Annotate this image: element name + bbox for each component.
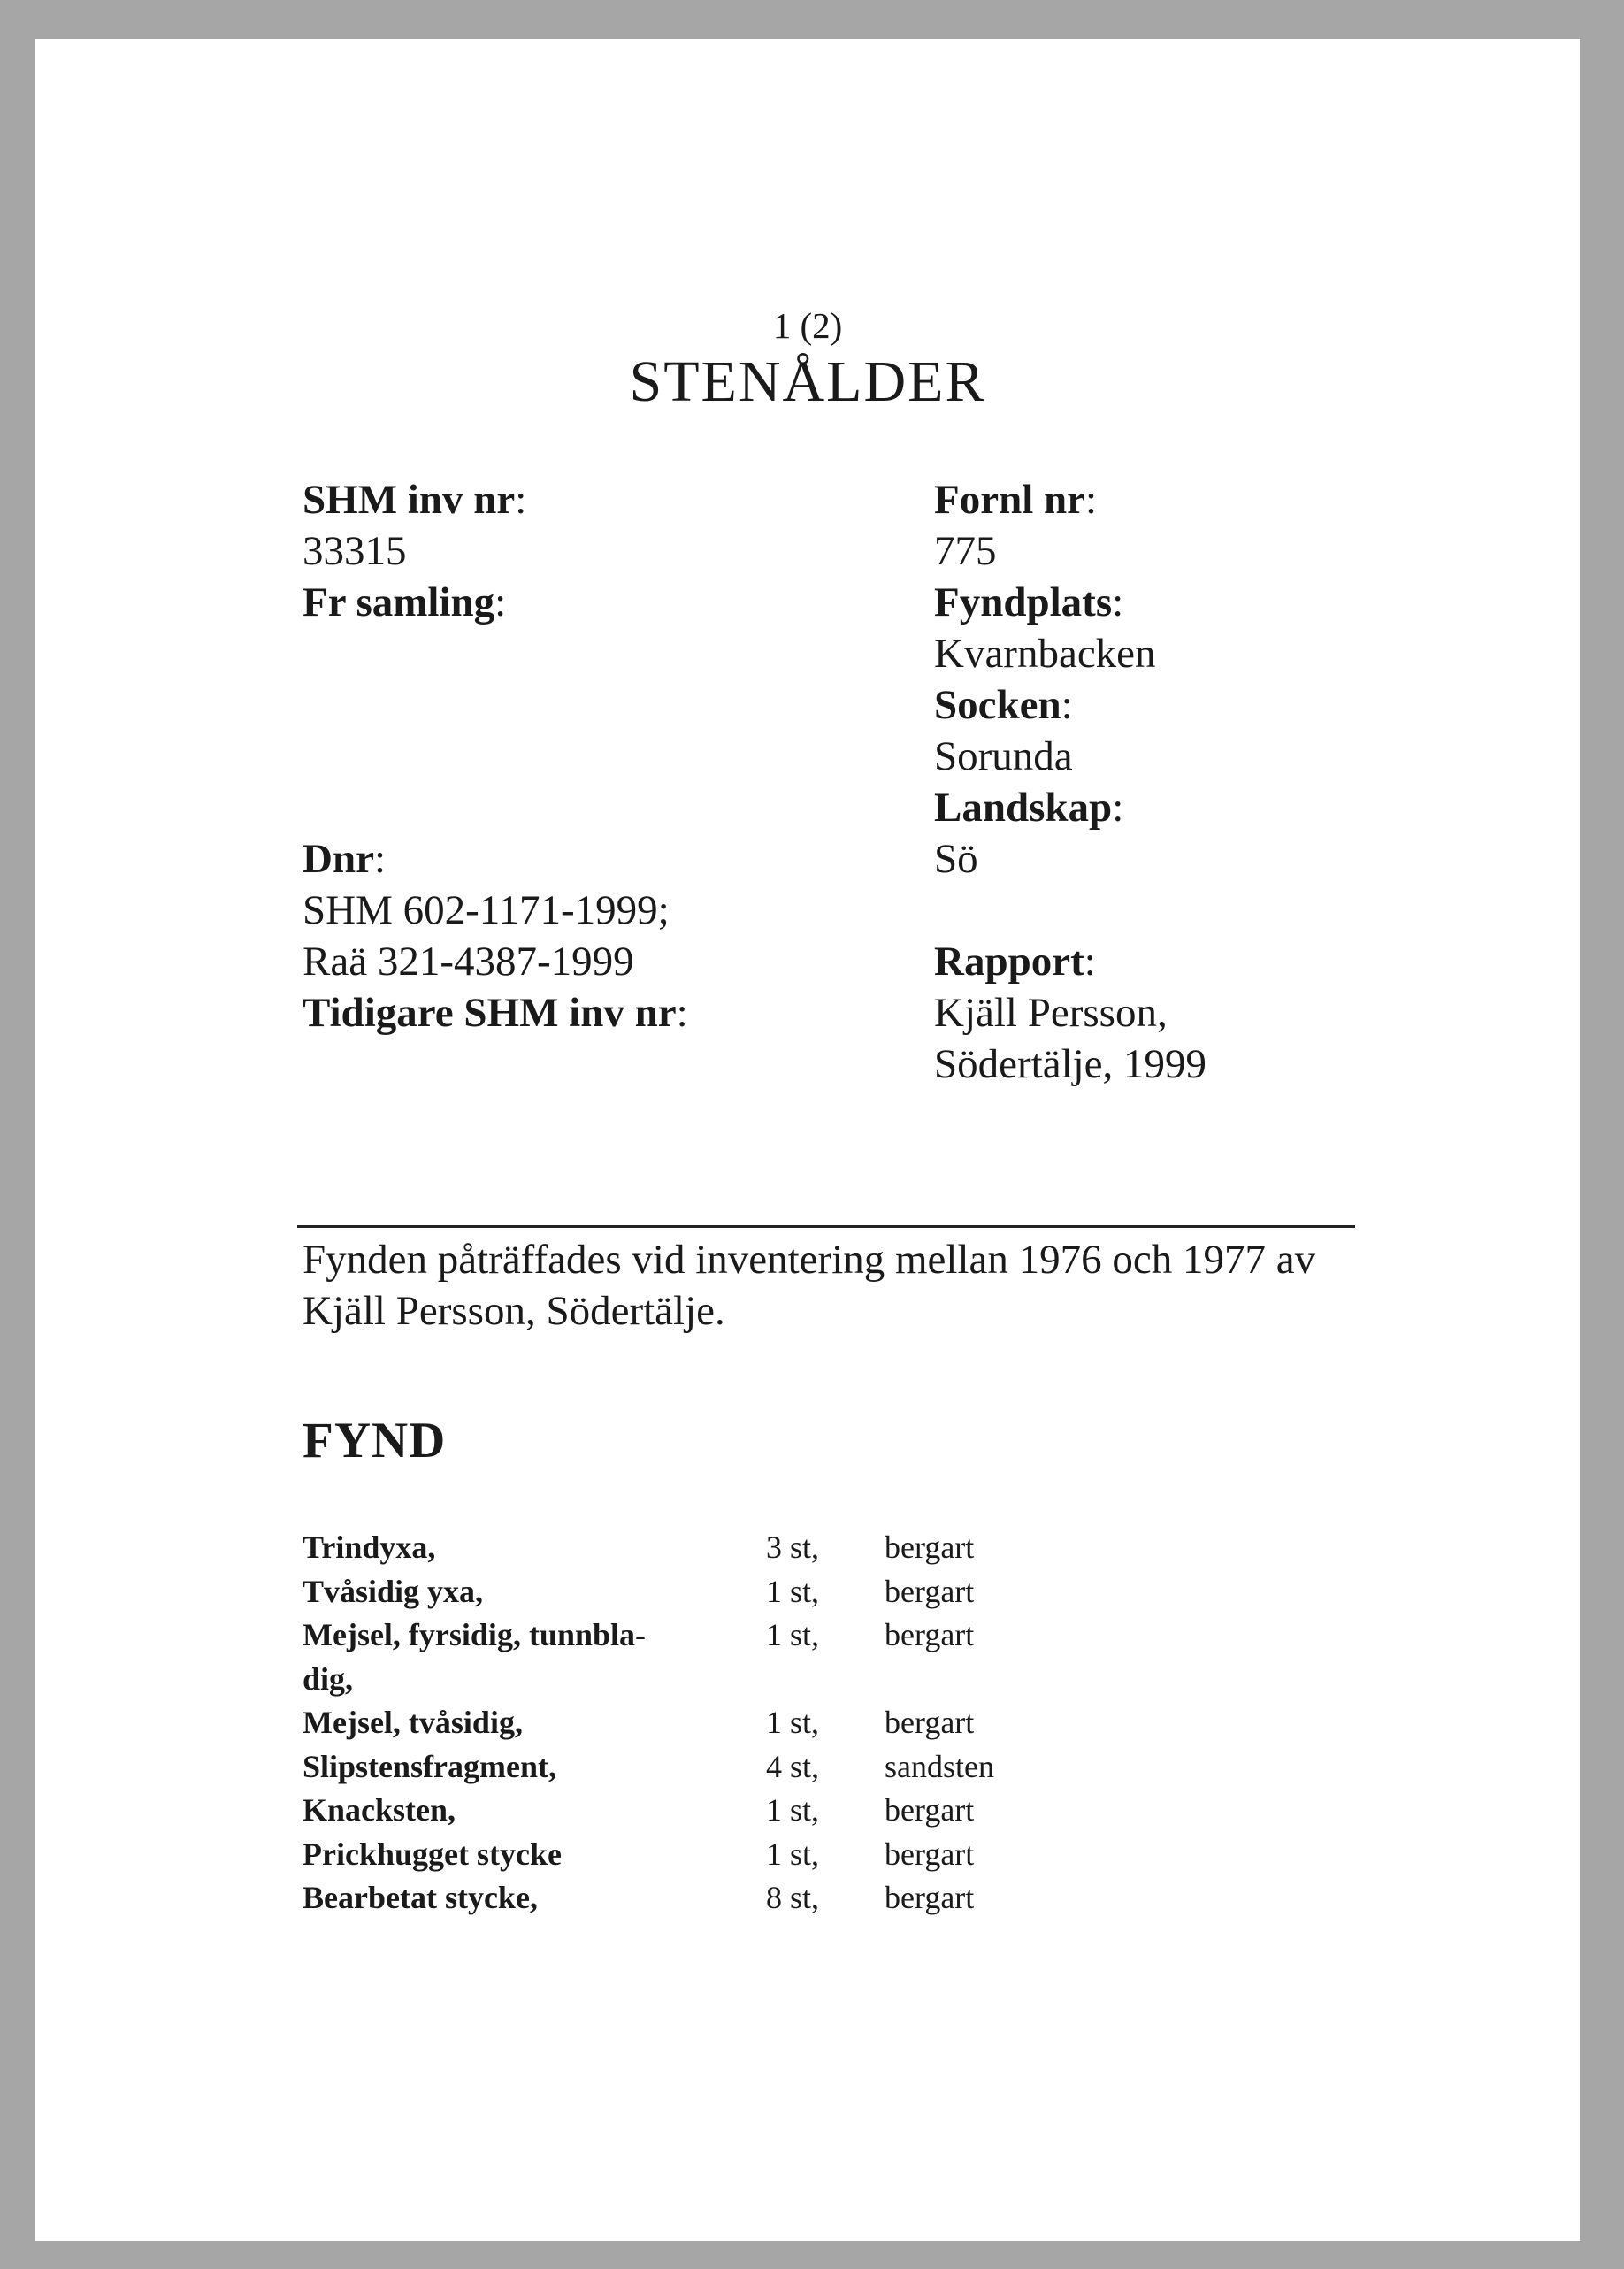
field-value: [303, 731, 869, 782]
finds-heading: FYND: [303, 1413, 447, 1468]
find-count: 1 st,: [765, 1573, 819, 1609]
field-label: Fornl nr:: [934, 477, 1098, 523]
field-label: Socken:: [934, 682, 1073, 728]
document-title: STENÅLDER: [629, 349, 986, 414]
field-label: Rapport:: [934, 939, 1096, 985]
page-number: 1 (2): [772, 305, 843, 346]
find-row: [303, 1658, 1099, 1702]
document-page: [35, 39, 1580, 2241]
find-material: sandsten: [885, 1748, 994, 1784]
find-name: Slipstensfragment,: [303, 1748, 556, 1784]
field-label: Fr samling:: [303, 579, 507, 625]
find-material: bergart: [885, 1836, 975, 1872]
find-name: Tvåsidig yxa,: [303, 1573, 484, 1609]
find-material: bergart: [885, 1880, 975, 1915]
field-value: [934, 885, 1429, 936]
find-row: [303, 1789, 1099, 1833]
find-row: [303, 1745, 1099, 1790]
find-name: Mejsel, fyrsidig, tunnbla-: [303, 1617, 647, 1652]
field-label: Dnr:: [303, 836, 387, 882]
field-label: Landskap:: [934, 785, 1124, 831]
field-label: Fyndplats:: [934, 579, 1124, 625]
intro-paragraph: Fynden påträffades vid inventering mellan 1976 och 1977 av Kjäll Persson, Södertälje.: [303, 1237, 1316, 1334]
find-material: bergart: [885, 1529, 975, 1565]
divider-line: [297, 1225, 1355, 1228]
find-row: [303, 1526, 1099, 1570]
find-name: Trindyxa,: [303, 1529, 436, 1565]
finds-table: [303, 1526, 1099, 1920]
field-value: 33315: [303, 528, 407, 574]
find-count: 1 st,: [765, 1705, 819, 1740]
find-count: 4 st,: [765, 1748, 819, 1784]
field-value: [303, 679, 869, 731]
field-value: Kvarnbacken: [934, 631, 1156, 677]
find-count: 8 st,: [765, 1880, 819, 1915]
field-value: 775: [934, 528, 997, 574]
field-label: Tidigare SHM inv nr:: [303, 990, 688, 1036]
field-label: SHM inv nr:: [303, 477, 527, 523]
field-value: [303, 782, 869, 833]
find-name: Prickhugget stycke: [303, 1836, 562, 1872]
field-value: Sö: [934, 836, 978, 882]
find-material: [863, 1658, 885, 1702]
field-value: Kjäll Persson,: [934, 990, 1168, 1036]
find-count: 3 st,: [765, 1529, 819, 1565]
right-metadata-column: [934, 474, 1429, 1090]
find-row: [303, 1570, 1099, 1614]
find-material: bergart: [885, 1705, 975, 1740]
field-value: Sorunda: [934, 733, 1073, 779]
find-row: [303, 1701, 1099, 1745]
left-metadata-column: [303, 474, 869, 1039]
find-row: [303, 1833, 1099, 1877]
find-name: Mejsel, tvåsidig,: [303, 1705, 523, 1740]
field-value: [303, 628, 869, 679]
find-name: dig,: [303, 1660, 354, 1697]
find-name: Knacksten,: [303, 1792, 456, 1828]
find-count: 1 st,: [765, 1792, 819, 1828]
field-value: Södertälje, 1999: [934, 1041, 1207, 1087]
find-material: bergart: [885, 1573, 975, 1609]
find-row: [303, 1876, 1099, 1920]
field-value: Raä 321-4387-1999: [303, 939, 634, 985]
field-value: SHM 602-1171-1999;: [303, 887, 670, 933]
find-row: [303, 1614, 1099, 1658]
find-name: Bearbetat stycke,: [303, 1880, 538, 1915]
find-material: bergart: [885, 1792, 975, 1828]
find-material: bergart: [885, 1617, 975, 1652]
find-count: [722, 1658, 863, 1702]
find-count: 1 st,: [765, 1617, 819, 1652]
find-count: 1 st,: [765, 1836, 819, 1872]
